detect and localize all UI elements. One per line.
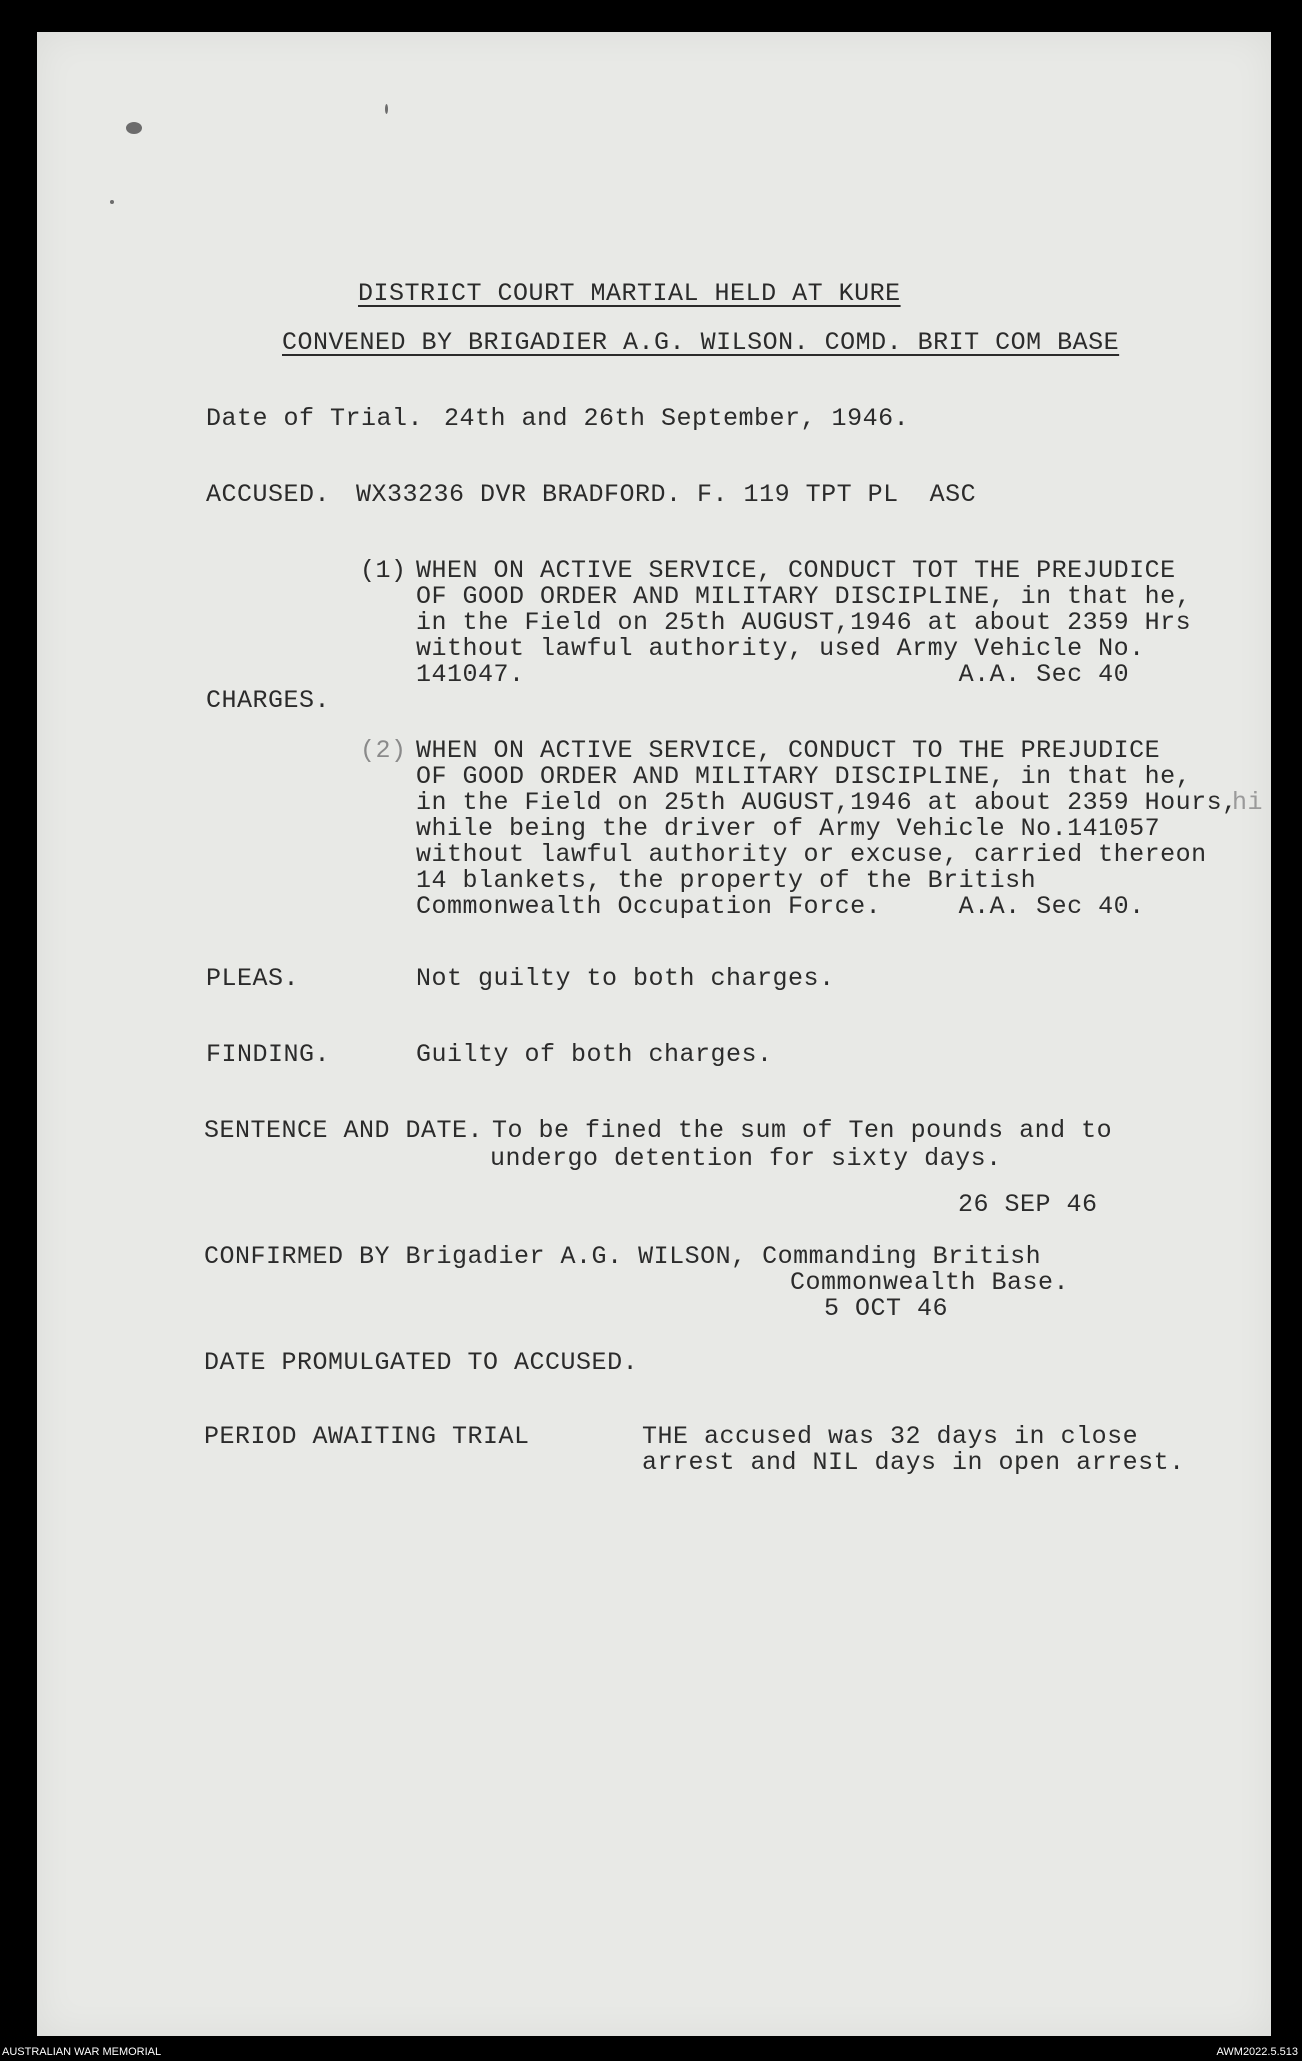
charge-2-line: in the Field on 25th AUGUST,1946 at about 2359 Hours, — [416, 788, 1238, 817]
footer-reference: AWM2022.5.513 — [1216, 2046, 1298, 2058]
document-title: DISTRICT COURT MARTIAL HELD AT KURE — [358, 279, 901, 308]
pleas-value: Not guilty to both charges. — [416, 964, 835, 993]
charge-2-line: without lawful authority or excuse, carried thereon — [416, 840, 1207, 869]
charge-2-line: while being the driver of Army Vehicle No.141057 — [416, 814, 1161, 843]
charge-1-line: WHEN ON ACTIVE SERVICE, CONDUCT TOT THE PREJUDICE — [416, 556, 1176, 585]
accused-value: WX33236 DVR BRADFORD. F. 119 TPT PL ASC — [356, 480, 977, 509]
charge-1-line: in the Field on 25th AUGUST,1946 at about 2359 Hrs — [416, 608, 1192, 637]
finding-value: Guilty of both charges. — [416, 1040, 773, 1069]
charge-1-number: (1) — [360, 556, 407, 585]
charge-2-line: Commonwealth Occupation Force. A.A. Sec 40. — [416, 892, 1145, 921]
confirmed-line-2: Commonwealth Base. — [790, 1268, 1070, 1297]
confirmed-date: 5 OCT 46 — [824, 1294, 949, 1323]
finding-label: FINDING. — [206, 1040, 331, 1069]
confirmed-line-1: CONFIRMED BY Brigadier A.G. WILSON, Commanding British — [204, 1242, 1042, 1271]
ink-speck — [110, 200, 114, 204]
sentence-date: 26 SEP 46 — [958, 1190, 1098, 1219]
charge-2-line: OF GOOD ORDER AND MILITARY DISCIPLINE, in that he, — [416, 762, 1192, 791]
charge-1-line: without lawful authority, used Army Vehicle No. — [416, 634, 1145, 663]
pleas-label: PLEAS. — [206, 964, 300, 993]
accused-label: ACCUSED. — [206, 480, 331, 509]
charges-label: CHARGES. — [206, 686, 331, 715]
convened-by-line: CONVENED BY BRIGADIER A.G. WILSON. COMD. BRIT COM BASE — [282, 328, 1120, 357]
footer-source: AUSTRALIAN WAR MEMORIAL — [2, 2046, 162, 2058]
period-awaiting-label: PERIOD AWAITING TRIAL — [204, 1422, 530, 1451]
period-line-2: arrest and NIL days in open arrest. — [642, 1448, 1185, 1477]
period-line-1: THE accused was 32 days in close — [642, 1422, 1139, 1451]
charge-2-line: 14 blankets, the property of the British — [416, 866, 1037, 895]
sentence-label: SENTENCE AND DATE. — [204, 1116, 484, 1145]
charge-1-line: OF GOOD ORDER AND MILITARY DISCIPLINE, in that he, — [416, 582, 1192, 611]
sentence-line-1: To be fined the sum of Ten pounds and to — [492, 1116, 1113, 1145]
ink-smudge — [126, 122, 142, 134]
margin-stray-text: hi — [1232, 788, 1264, 817]
date-of-trial-value: 24th and 26th September, 1946. — [444, 404, 910, 433]
charge-2-number: (2) — [360, 736, 407, 765]
charge-1-line: 141047. A.A. Sec 40 — [416, 660, 1130, 689]
date-promulgated-label: DATE PROMULGATED TO ACCUSED. — [204, 1348, 639, 1377]
charge-2-line: WHEN ON ACTIVE SERVICE, CONDUCT TO THE PREJUDICE — [416, 736, 1161, 765]
ink-speck — [385, 104, 388, 114]
sentence-line-2: undergo detention for sixty days. — [490, 1144, 1002, 1173]
date-of-trial-label: Date of Trial. — [206, 404, 424, 433]
